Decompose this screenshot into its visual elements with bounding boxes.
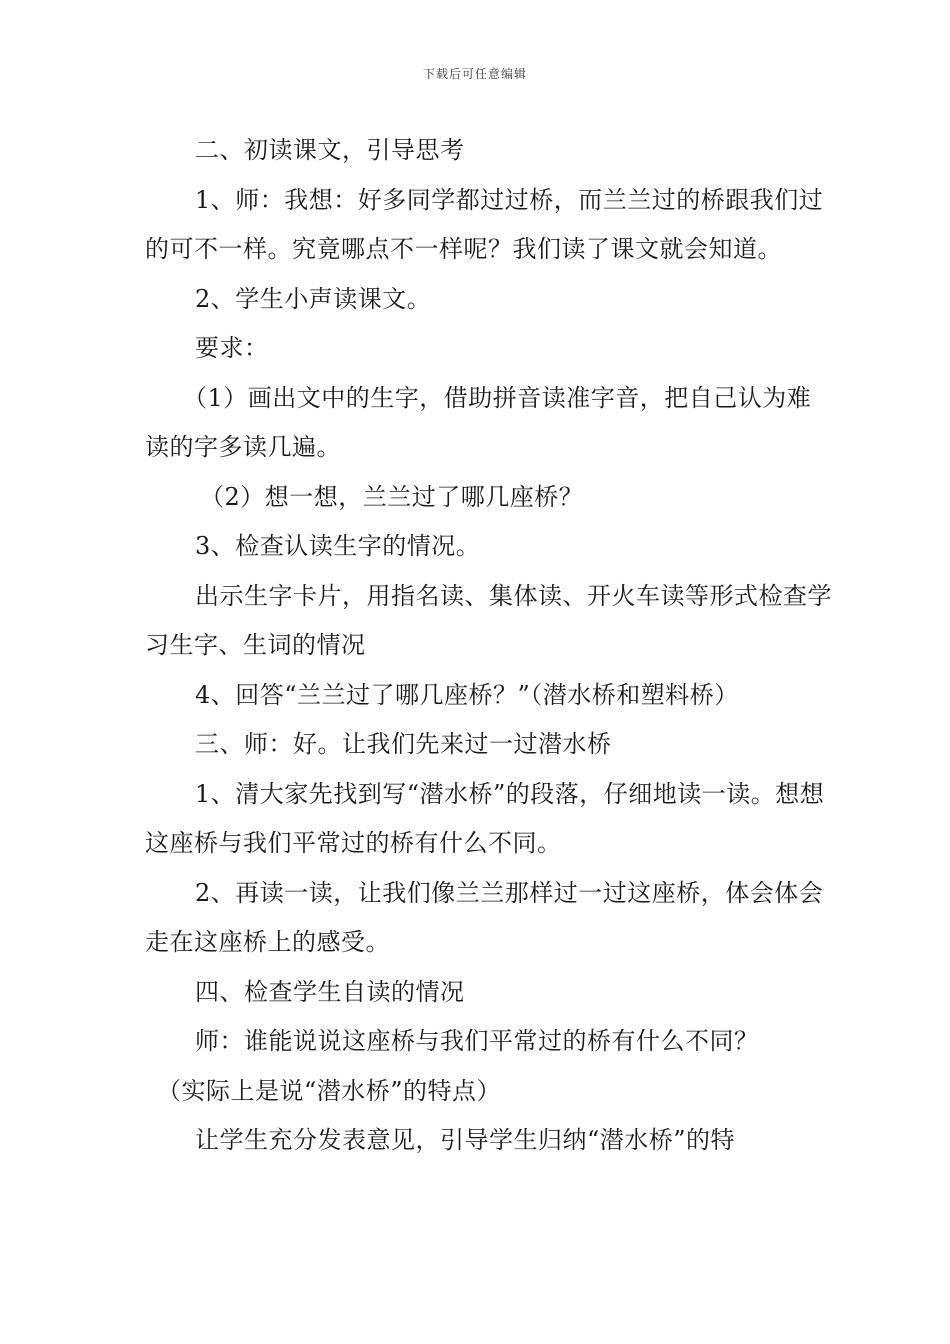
paragraph-answer-bridges: 4、回答“兰兰过了哪几座桥？”（潜水桥和塑料桥） — [195, 680, 739, 709]
page-header-note: 下载后可任意编辑 — [422, 67, 527, 81]
document-body — [145, 126, 835, 1166]
heading-first-reading: 二、初读课文，引导思考 — [195, 136, 465, 164]
paragraph-show-cards: 出示生字卡片，用指名读、集体读、开火车读等形式检查学习生字、生词的情况 — [145, 581, 832, 659]
heading-check-self-reading: 四、检查学生自读的情况 — [195, 977, 465, 1006]
paragraph-teacher-intro: 1、师：我想：好多同学都过过桥，而兰兰过的桥跟我们过的可不一样。究竟哪点不一样呢？我们读了课文就会知道。 — [145, 185, 824, 263]
paragraph-read-again: 2、再读一读，让我们像兰兰那样过一过这座桥，体会体会走在这座桥上的感受。 — [145, 878, 824, 956]
paragraph-requirements-label: 要求： — [195, 334, 269, 362]
paragraph-teacher-question: 师：谁能说说这座桥与我们平常过的桥有什么不同？ — [195, 1027, 759, 1055]
paragraph-check-characters: 3、检查认读生字的情况。 — [195, 532, 481, 560]
paragraph-requirement-1: （1）画出文中的生字，借助拼音读准字音，把自己认为难读的字多读几遍。 — [145, 383, 812, 461]
paragraph-requirement-2: （2）想一想，兰兰过了哪几座桥？ — [200, 482, 584, 511]
paragraph-student-discussion: 让学生充分发表意见，引导学生归纳“潜水桥”的特 — [195, 1126, 736, 1154]
paragraph-note-features: （实际上是说“潜水桥”的特点） — [157, 1076, 502, 1105]
paragraph-student-read: 2、学生小声读课文。 — [195, 284, 432, 313]
paragraph-find-section: 1、清大家先找到写“潜水桥”的段落，仔细地读一读。想想这座桥与我们平常过的桥有什么不同。 — [145, 779, 825, 857]
heading-underwater-bridge: 三、师：好。让我们先来过一过潜水桥 — [195, 730, 612, 758]
